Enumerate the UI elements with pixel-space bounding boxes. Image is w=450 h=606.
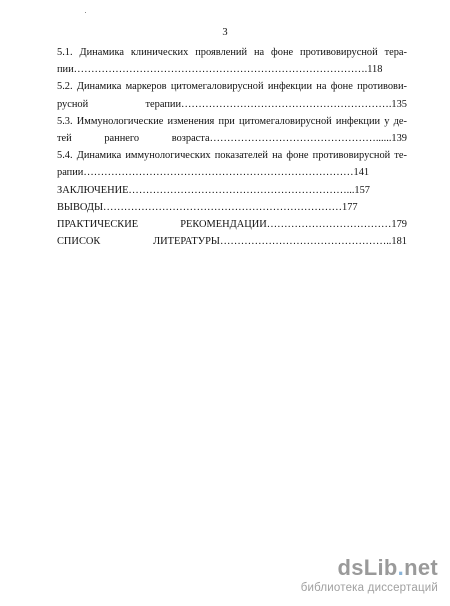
toc-entry-5-1 xyxy=(57,44,407,78)
watermark-logo-main: dsLib xyxy=(337,555,398,580)
toc-line: ВЫВОДЫ……………………………………………………………177 xyxy=(57,201,358,213)
toc-entry-5-3 xyxy=(57,113,407,147)
toc-line: 5.2. Динамика маркеров цитомегаловирусной инфекции на фоне противови- xyxy=(57,81,407,93)
toc-entry-recommendations xyxy=(57,216,407,233)
toc-entry-findings xyxy=(57,199,407,216)
page-number: 3 xyxy=(222,27,228,38)
toc-entry-references xyxy=(57,233,407,250)
toc-line: русной терапии…………………………………………………….135 xyxy=(57,98,407,110)
toc-line: ЗАКЛЮЧЕНИЕ………………………………………………………...157 xyxy=(57,184,371,196)
watermark-subtitle: библиотека диссертаций xyxy=(300,582,438,594)
toc-line: СПИСОК ЛИТЕРАТУРЫ…………………………………………..181 xyxy=(57,236,407,248)
toc-entry-5-2 xyxy=(57,78,407,112)
watermark-logo xyxy=(338,555,439,581)
toc-line: ПРАКТИЧЕСКИЕ РЕКОМЕНДАЦИИ………………………………179 xyxy=(57,219,407,231)
watermark-logo-dot: . xyxy=(397,555,405,580)
toc-line: рапии……………………………………………………………………141 xyxy=(57,167,370,179)
toc-line: 5.1. Динамика клинических проявлений на фоне противовирусной тера- xyxy=(57,47,407,58)
toc-entry-5-4 xyxy=(57,147,407,181)
scan-speck xyxy=(85,12,86,13)
toc-line: тей раннего возраста…………………………………………......139 xyxy=(57,133,407,145)
watermark-logo-tld: net xyxy=(404,555,438,580)
table-of-contents xyxy=(57,44,407,250)
toc-entry-conclusion xyxy=(57,182,407,199)
toc-line: 5.3. Иммунологические изменения при цитомегаловирусной инфекции у де- xyxy=(57,115,407,127)
toc-line: 5.4. Динамика иммунологических показателей на фоне противовирусной те- xyxy=(57,150,407,162)
watermark xyxy=(270,555,440,599)
toc-line: пии………………………………………………………………………….118 xyxy=(57,64,383,76)
